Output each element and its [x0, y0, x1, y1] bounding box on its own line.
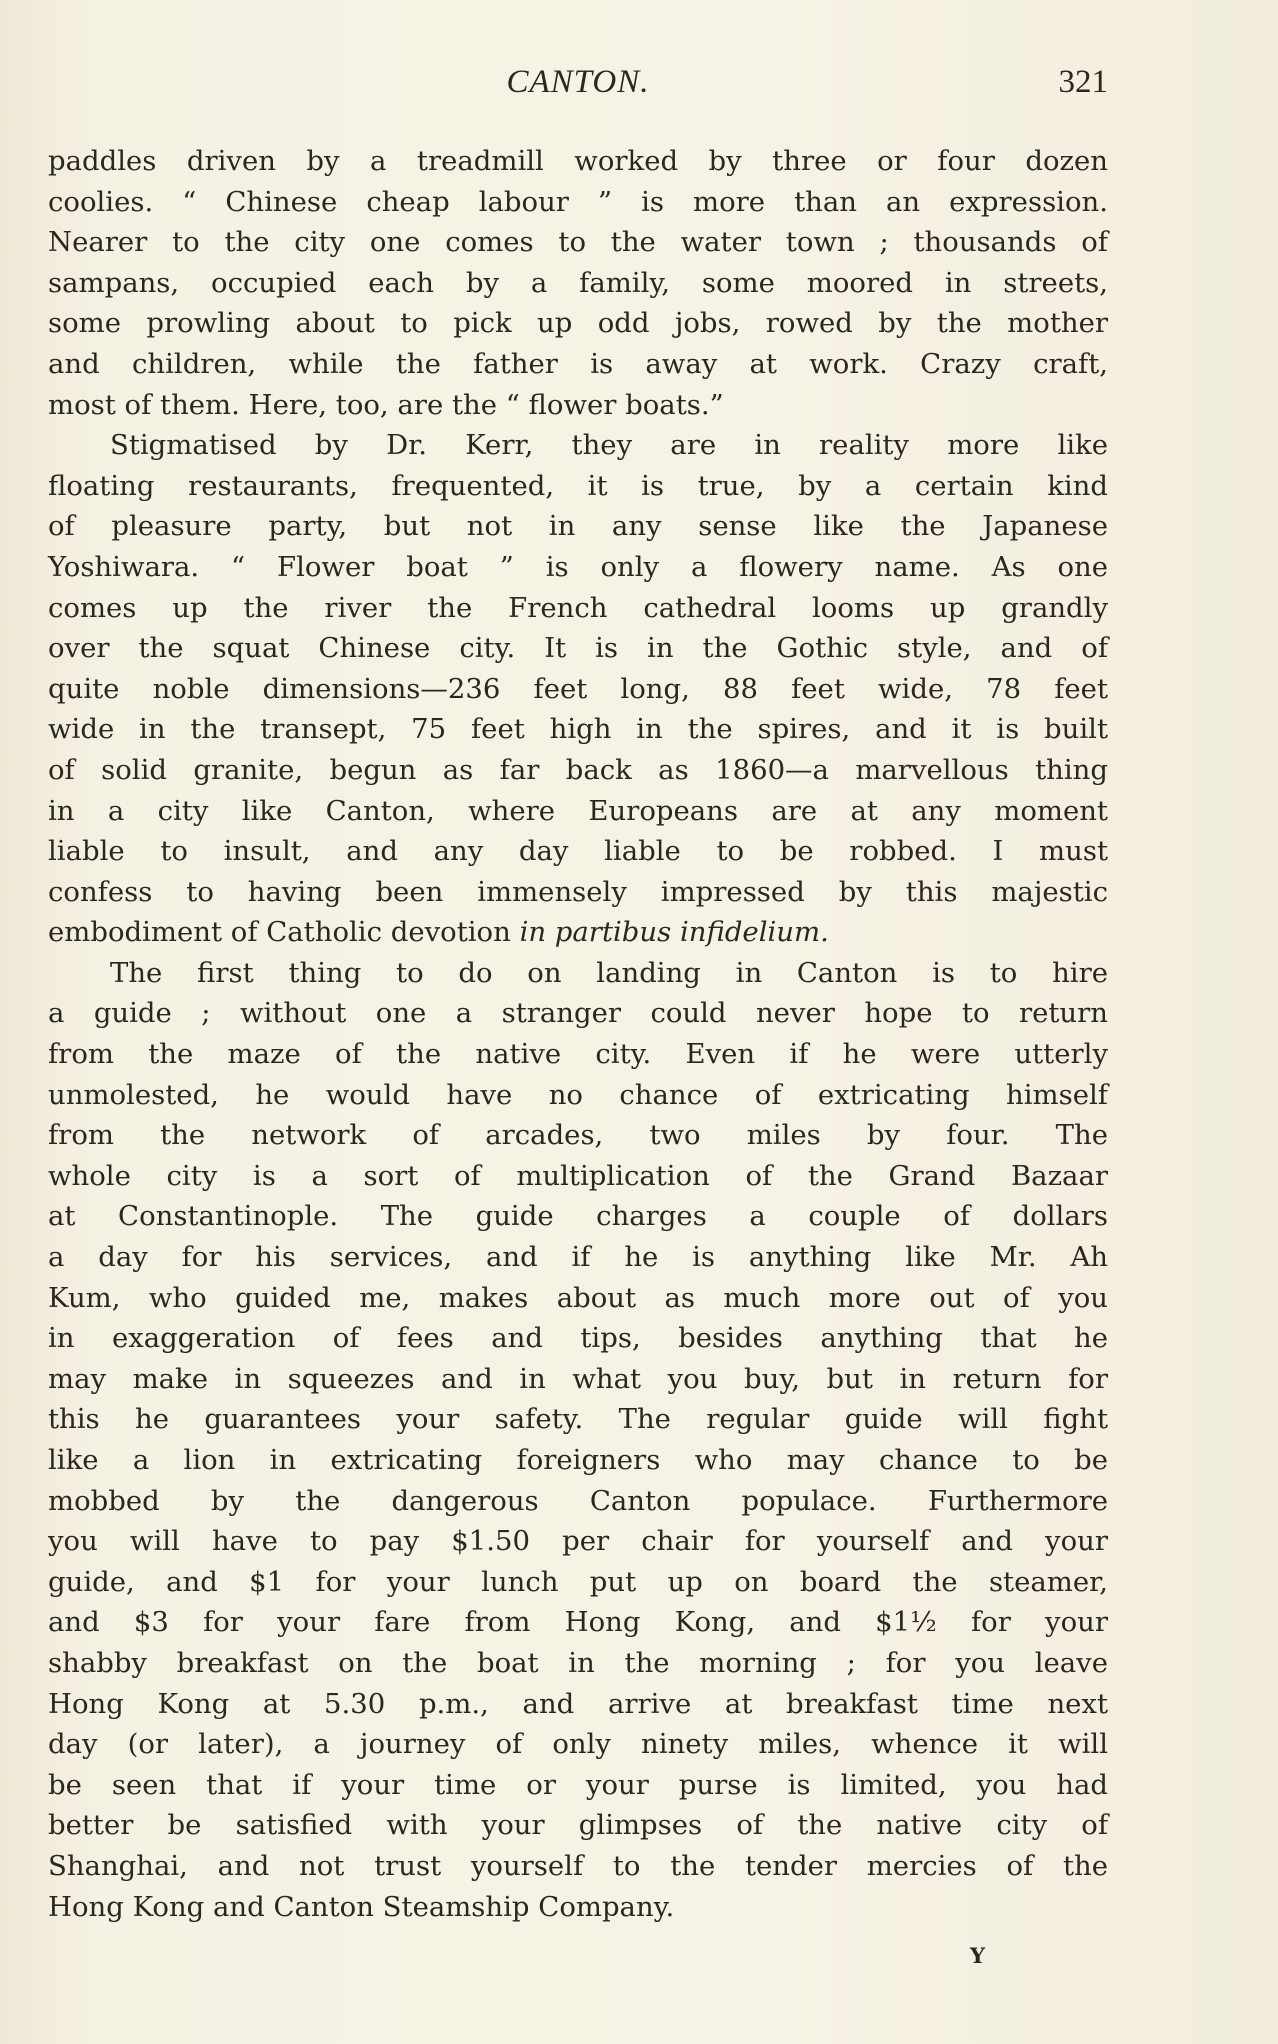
- text-line: sampans, occupied each by a family, some moored in streets,: [48, 266, 1108, 299]
- running-head: [48, 64, 1108, 108]
- chapter-title: CANTON.: [506, 64, 650, 100]
- text-line: from the network of arcades, two miles by four. The: [48, 1119, 1108, 1152]
- text-line: shabby breakfast on the boat in the morning ; for you leave: [48, 1646, 1108, 1679]
- text-line: like a lion in extricating foreigners who may chance to be: [48, 1444, 1108, 1476]
- text-line: and $3 for your fare from Hong Kong, and $1½ for your: [48, 1606, 1108, 1639]
- text-line: confess to having been immensely impressed by this majestic: [48, 875, 1108, 908]
- text-line: wide in the transept, 75 feet high in the spires, and it is built: [48, 713, 1108, 746]
- text-line: Stigmatised by Dr. Kerr, they are in reality more like: [110, 429, 1108, 462]
- text-line: a guide ; without one a stranger could never hope to return: [48, 997, 1108, 1030]
- text-line: Yoshiwara. “ Flower boat ” is only a flowery name. As one: [48, 550, 1108, 583]
- text-line: Nearer to the city one comes to the water town ; thousands of: [48, 226, 1108, 259]
- text-line-with-italic: [48, 912, 1108, 953]
- italic-phrase: in partibus infidelium.: [519, 916, 829, 949]
- text-line: in exaggeration of fees and tips, besides anything that he: [48, 1322, 1108, 1355]
- text-line: Hong Kong and Canton Steamship Company.: [48, 1890, 675, 1923]
- text-line: this he guarantees your safety. The regular guide will fight: [48, 1403, 1108, 1436]
- text-line: paddles driven by a treadmill worked by three or four dozen: [48, 145, 1108, 177]
- text-line: from the maze of the native city. Even if he were utterly: [48, 1038, 1108, 1071]
- text-line: Hong Kong at 5.30 p.m., and arrive at breakfast time next: [48, 1687, 1108, 1720]
- text-line: most of them. Here, too, are the “ flower boats.”: [48, 388, 724, 421]
- text-line: comes up the river the French cathedral looms up grandly: [48, 591, 1108, 624]
- text-line: of solid granite, begun as far back as 1860—a marvellous thing: [48, 753, 1108, 786]
- text-line: over the squat Chinese city. It is in the Gothic style, and of: [48, 632, 1108, 665]
- text-line: whole city is a sort of multiplication of the Grand Bazaar: [48, 1159, 1108, 1192]
- text-line: unmolested, he would have no chance of extricating himself: [48, 1078, 1108, 1111]
- text-line: coolies. “ Chinese cheap labour ” is more than an expression.: [48, 185, 1108, 218]
- text-line: and children, while the father is away at work. Crazy craft,: [48, 347, 1108, 380]
- text-line: you will have to pay $1.50 per chair for yourself and your: [48, 1525, 1108, 1558]
- text-line: of pleasure party, but not in any sense like the Japanese: [48, 510, 1108, 543]
- text-line: better be satisfied with your glimpses of the native city of: [48, 1809, 1108, 1842]
- text-line: in a city like Canton, where Europeans are at any moment: [48, 794, 1108, 827]
- text-line: liable to insult, and any day liable to be robbed. I must: [48, 835, 1108, 868]
- text-line: a day for his services, and if he is anything like Mr. Ah: [48, 1241, 1108, 1274]
- text-line: The first thing to do on landing in Canton is to hire: [110, 956, 1108, 989]
- text-line: floating restaurants, frequented, it is true, by a certain kind: [48, 469, 1108, 502]
- text-line: quite noble dimensions—236 feet long, 88 feet wide, 78 feet: [48, 672, 1108, 705]
- text-line: day (or later), a journey of only ninety miles, whence it will: [48, 1728, 1108, 1761]
- text-line: be seen that if your time or your purse is limited, you had: [48, 1768, 1108, 1801]
- text-line: Shanghai, and not trust yourself to the tender mercies of the: [48, 1849, 1108, 1882]
- body-text: [48, 141, 1108, 1927]
- text-line: some prowling about to pick up odd jobs, rowed by the mother: [48, 307, 1108, 340]
- text-line: at Constantinople. The guide charges a couple of dollars: [48, 1200, 1108, 1233]
- text-line: mobbed by the dangerous Canton populace. Furthermore: [48, 1484, 1108, 1517]
- page-number: 321: [1058, 64, 1108, 100]
- text-line: Kum, who guided me, makes about as much more out of you: [48, 1281, 1108, 1314]
- text-line: guide, and $1 for your lunch put up on board the steamer,: [48, 1565, 1108, 1598]
- text-line: may make in squeezes and in what you buy, but in return for: [48, 1362, 1108, 1395]
- text-line-main: embodiment of Catholic devotion: [48, 916, 520, 949]
- signature-mark: Y: [970, 1943, 985, 1968]
